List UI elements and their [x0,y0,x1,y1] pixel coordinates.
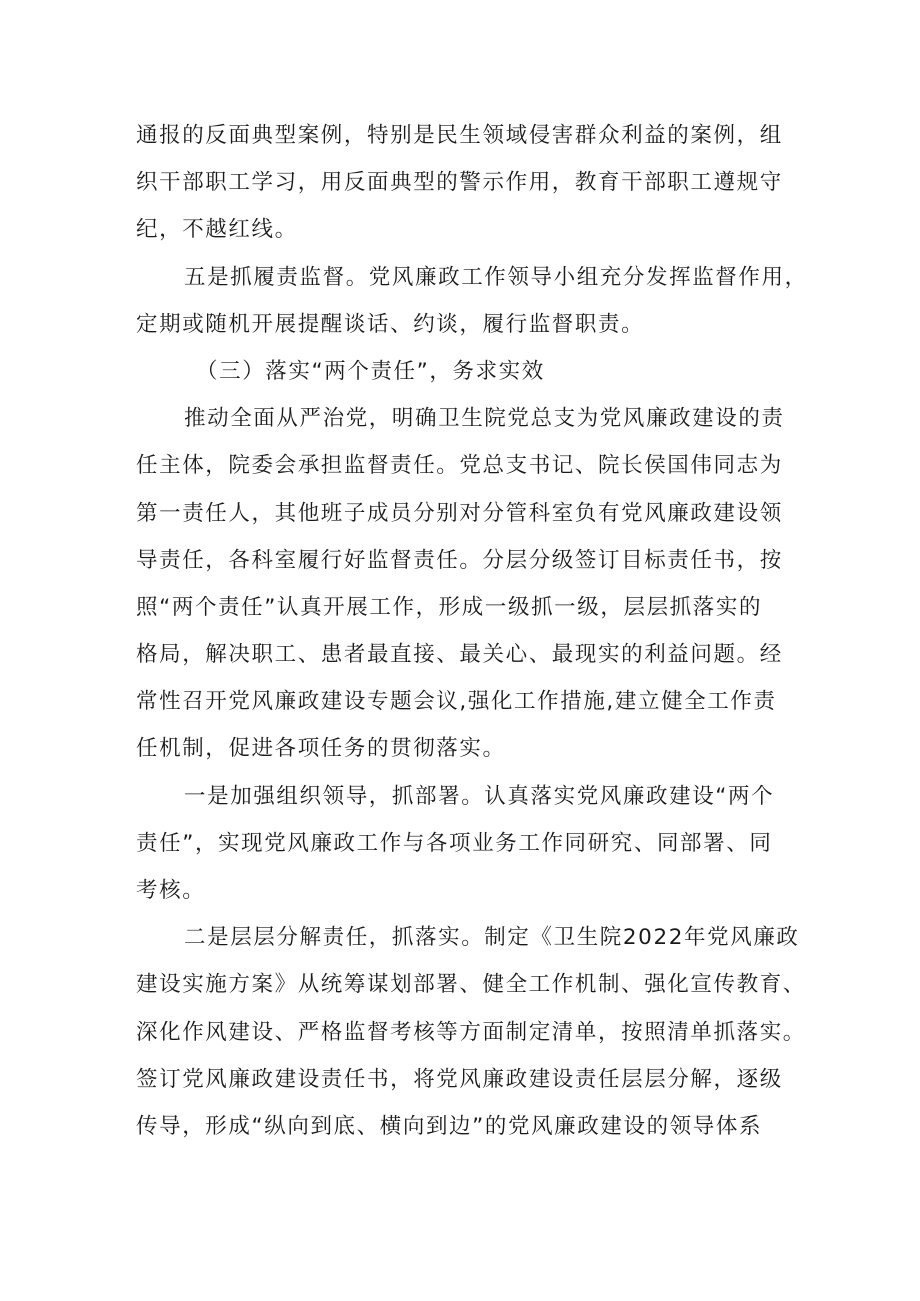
text-line: 签订党风廉政建设责任书，将党风廉政建设责任层层分解，逐级 [136,1066,783,1092]
text-line: 建设实施方案》从统筹谋划部署、健全工作机制、强化宣传教育、 [136,972,806,998]
text-line: 常性召开党风廉政建设专题会议,强化工作措施,建立健全工作责 [136,689,777,715]
text-line: 定期或随机开展提醒谈话、约谈，履行监督职责。 [136,311,645,337]
paragraph-one-leadership: 一是加强组织领导，抓部署。认真落实党风廉政建设“两个 [184,783,775,809]
text-line: 纪，不越红线。 [136,217,298,243]
text-line: 任主体，院委会承担监督责任。党总支书记、院长侯国伟同志为 [136,453,783,479]
text-line: 考核。 [136,878,206,903]
section-heading-three: （三）落实“两个责任”，务求实效 [196,358,545,384]
paragraph-strict-governance: 推动全面从严治党，明确卫生院党总支为党风廉政建设的责 [184,406,785,432]
text-line: 任机制，促进各项任务的贯彻落实。 [136,736,506,762]
paragraph-two-responsibility: 二是层层分解责任，抓落实。制定《卫生院2022年党风廉政 [184,925,800,951]
text-line: 格局，解决职工、患者最直接、最关心、最现实的利益问题。经 [136,642,783,668]
text-line: 责任”，实现党风廉政工作与各项业务工作同研究、同部署、同 [136,830,773,856]
text-line: 照“两个责任”认真开展工作，形成一级抓一级，层层抓落实的 [136,594,763,620]
text-line: 传导，形成“纵向到底、横向到边”的党风廉政建设的领导体系 [136,1113,763,1139]
text-line: 第一责任人，其他班子成员分别对分管科室负有党风廉政建设领 [136,500,783,526]
text-line: 深化作风建设、严格监督考核等方面制定清单，按照清单抓落实。 [136,1019,806,1045]
text-line: 织干部职工学习，用反面典型的警示作用，教育干部职工遵规守 [136,170,783,196]
paragraph-five-supervision: 五是抓履责监督。党风廉政工作领导小组充分发挥监督作用， [184,264,808,290]
document-body [136,112,808,1150]
text-line: 导责任，各科室履行好监督责任。分层分级签订目标责任书，按 [136,547,783,573]
text-line: 通报的反面典型案例，特别是民生领域侵害群众利益的案例，组 [136,123,783,148]
